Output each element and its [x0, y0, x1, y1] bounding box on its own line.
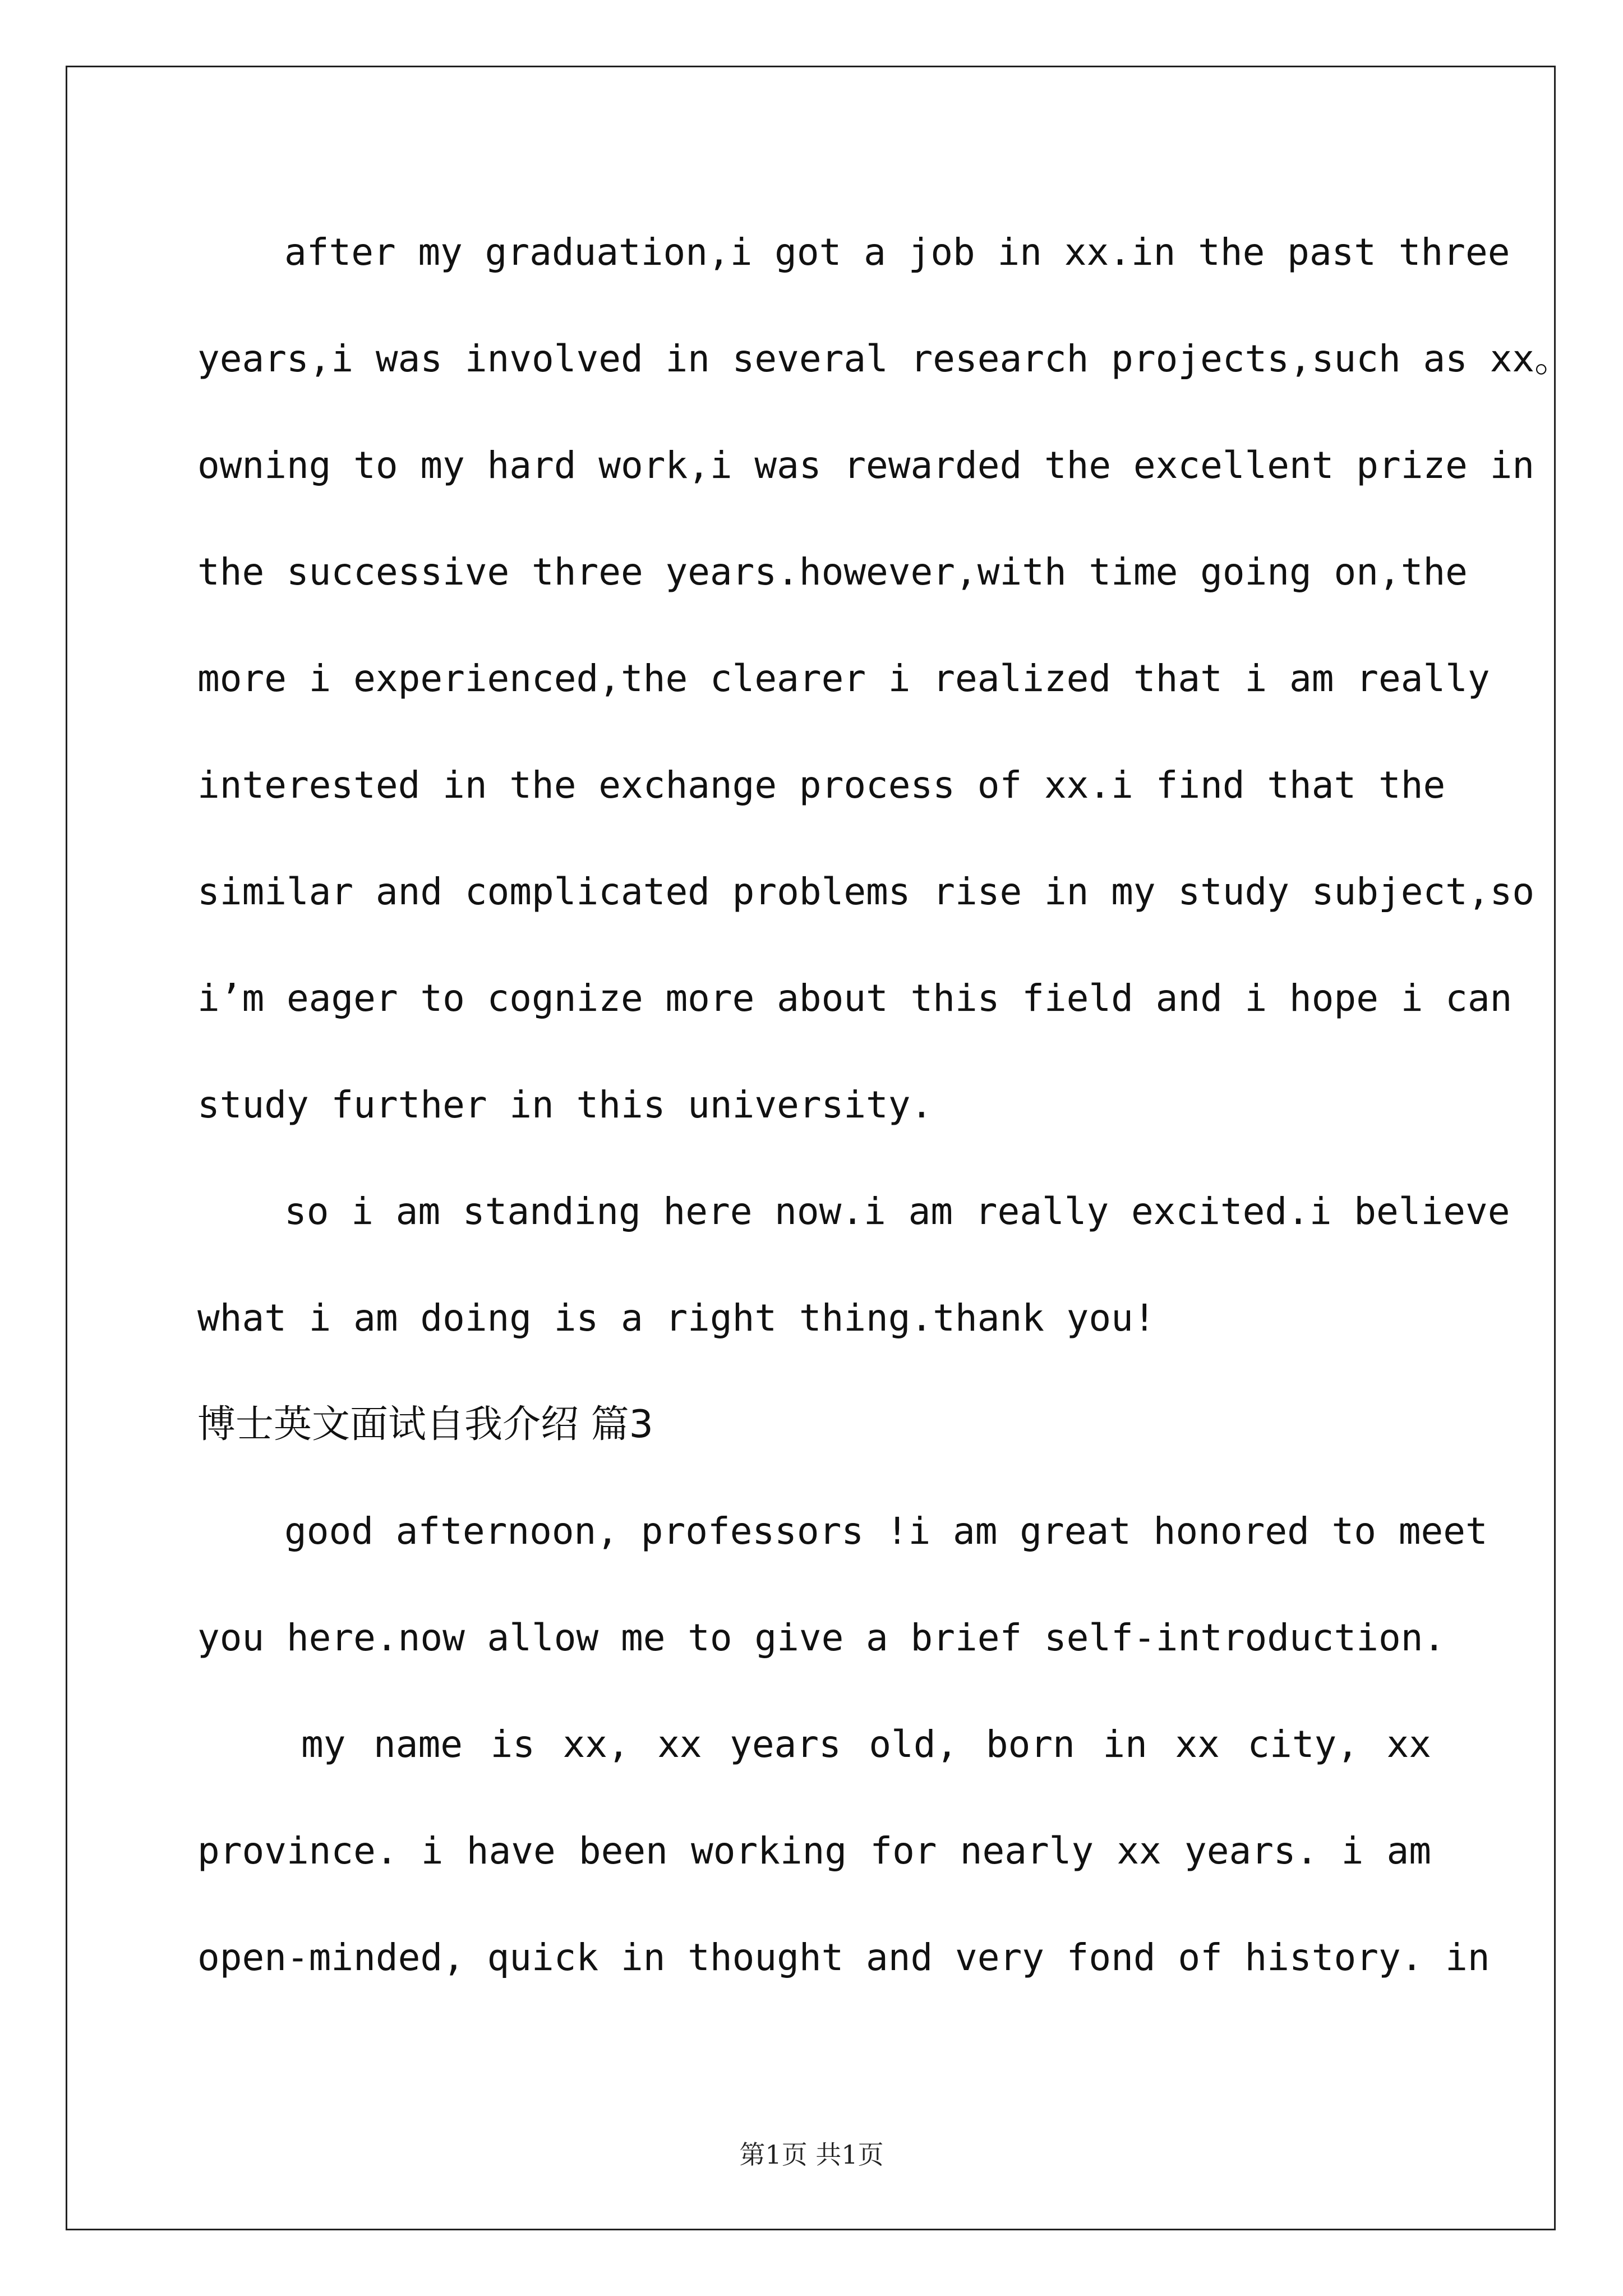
text-line: more i experienced,the clearer i realized that i am really — [197, 657, 1490, 700]
document-body — [197, 216, 1572, 2028]
text-line: the successive three years.however,with time going on,the — [197, 550, 1468, 593]
text-line: years,i was involved in several research projects,such as xx。 — [197, 337, 1572, 380]
text-line: province. i have been working for nearly xx years. i am — [197, 1829, 1431, 1872]
text-line: interested in the exchange process of xx.i find that the — [197, 763, 1446, 807]
text-line: good afternoon, professors !i am great honored to meet — [284, 1510, 1488, 1553]
text-line: owning to my hard work,i was rewarded the excellent prize in — [197, 444, 1535, 487]
text-line: so i am standing here now.i am really excited.i believe — [284, 1190, 1510, 1233]
text-line: i’m eager to cognize more about this field and i hope i can — [197, 977, 1513, 1020]
text-line: what i am doing is a right thing.thank you! — [197, 1296, 1156, 1340]
section-heading: 博士英文面试自我介绍 篇3 — [197, 1402, 653, 1447]
text-line: you here.now allow me to give a brief self-introduction. — [197, 1616, 1446, 1659]
text-line: my name is xx, xx years old, born in xx city, xx — [301, 1723, 1431, 1766]
page-number: 第1页 共1页 — [739, 2139, 884, 2170]
text-line: study further in this university. — [197, 1083, 933, 1126]
text-line: open-minded, quick in thought and very fond of history. in — [197, 1936, 1490, 1979]
text-line: similar and complicated problems rise in my study subject,so — [197, 870, 1535, 913]
text-line: after my graduation,i got a job in xx.in the past three — [284, 231, 1510, 274]
